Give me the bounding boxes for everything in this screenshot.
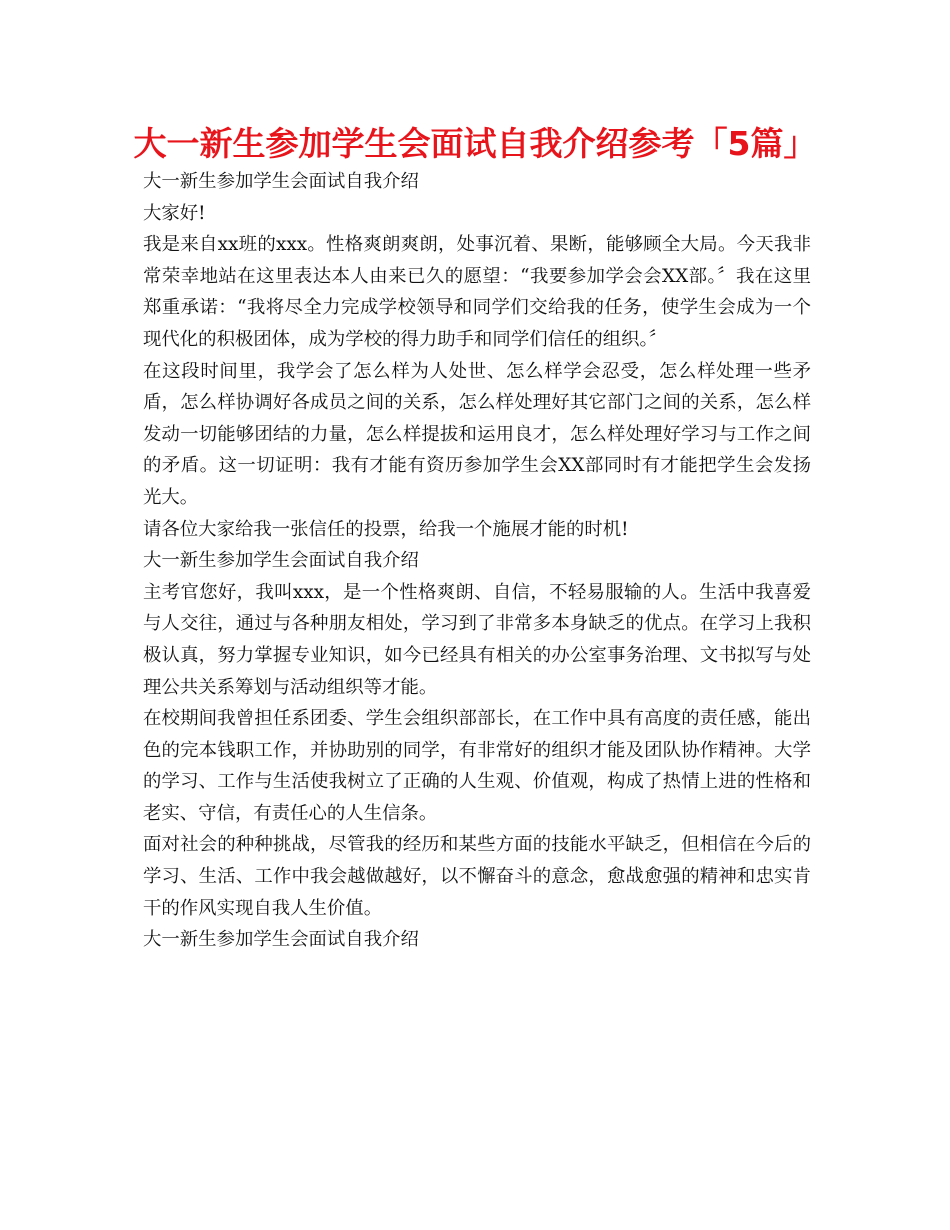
school-paragraph: 在校期间我曾担任系团委、学生会组织部部长，在工作中具有高度的责任感，能出色的完本钱职工作，并协助别的同学，有非常好的组织才能及团队协作精神。大学的学习、工作与生活使我树立了正确的人生观、价值观，构成了热情上进的性格和老实、守信，有责任心的人生信条。 [143,708,811,824]
section-heading-1: 大一新生参加学生会面试自我介绍 [143,171,419,192]
greeting-paragraph: 大家好! [143,202,206,224]
closing-paragraph: 请各位大家给我一张信任的投票，给我一个施展才能的时机! [143,518,629,540]
section-heading-2: 大一新生参加学生会面试自我介绍 [143,550,419,572]
personal-paragraph: 主考官您好，我叫xxx，是一个性格爽朗、自信，不轻易服输的人。生活中我喜爱与人交往，通过与各种朋友相处，学习到了非常多本身缺乏的优点。在学习上我积极认真，努力掌握专业知识，如今已经具有相关的办公室事务治理、文书拟写与处理公共关系筹划与活动组织等才能。 [143,581,811,698]
experience-paragraph: 在这段时间里，我学会了怎么样为人处世、怎么样学会忍受，怎么样处理一些矛盾，怎么样协调好各成员之间的关系，怎么样处理好其它部门之间的关系，怎么样发动一切能够团结的力量，怎么样提拔和运用良才，怎么样处理好学习与工作之间的矛盾。这一切证明：我有才能有资历参加学生会XX部同时有才能把学生会发扬光大。 [143,360,811,508]
section-heading-3: 大一新生参加学生会面试自我介绍 [143,929,419,951]
document-title: 大一新生参加学生会面试自我介绍参考「5篇」 [133,124,817,163]
document-body [143,166,811,956]
intro-paragraph: 我是来自xx班的xxx。性格爽朗爽朗，处事沉着、果断，能够顾全大局。今天我非常荣幸地站在这里表达本人由来已久的愿望：“我要参加学会会XX部。〞我在这里郑重承诺：“我将尽全力完成学校领导和同学们交给我的任务，使学生会成为一个现代化的积极团体，成为学校的得力助手和同学们信任的组织。〞 [143,234,811,350]
challenge-paragraph: 面对社会的种种挑战，尽管我的经历和某些方面的技能水平缺乏，但相信在今后的学习、生活、工作中我会越做越好，以不懈奋斗的意念，愈战愈强的精神和忠实肯干的作风实现自我人生价值。 [143,834,811,919]
